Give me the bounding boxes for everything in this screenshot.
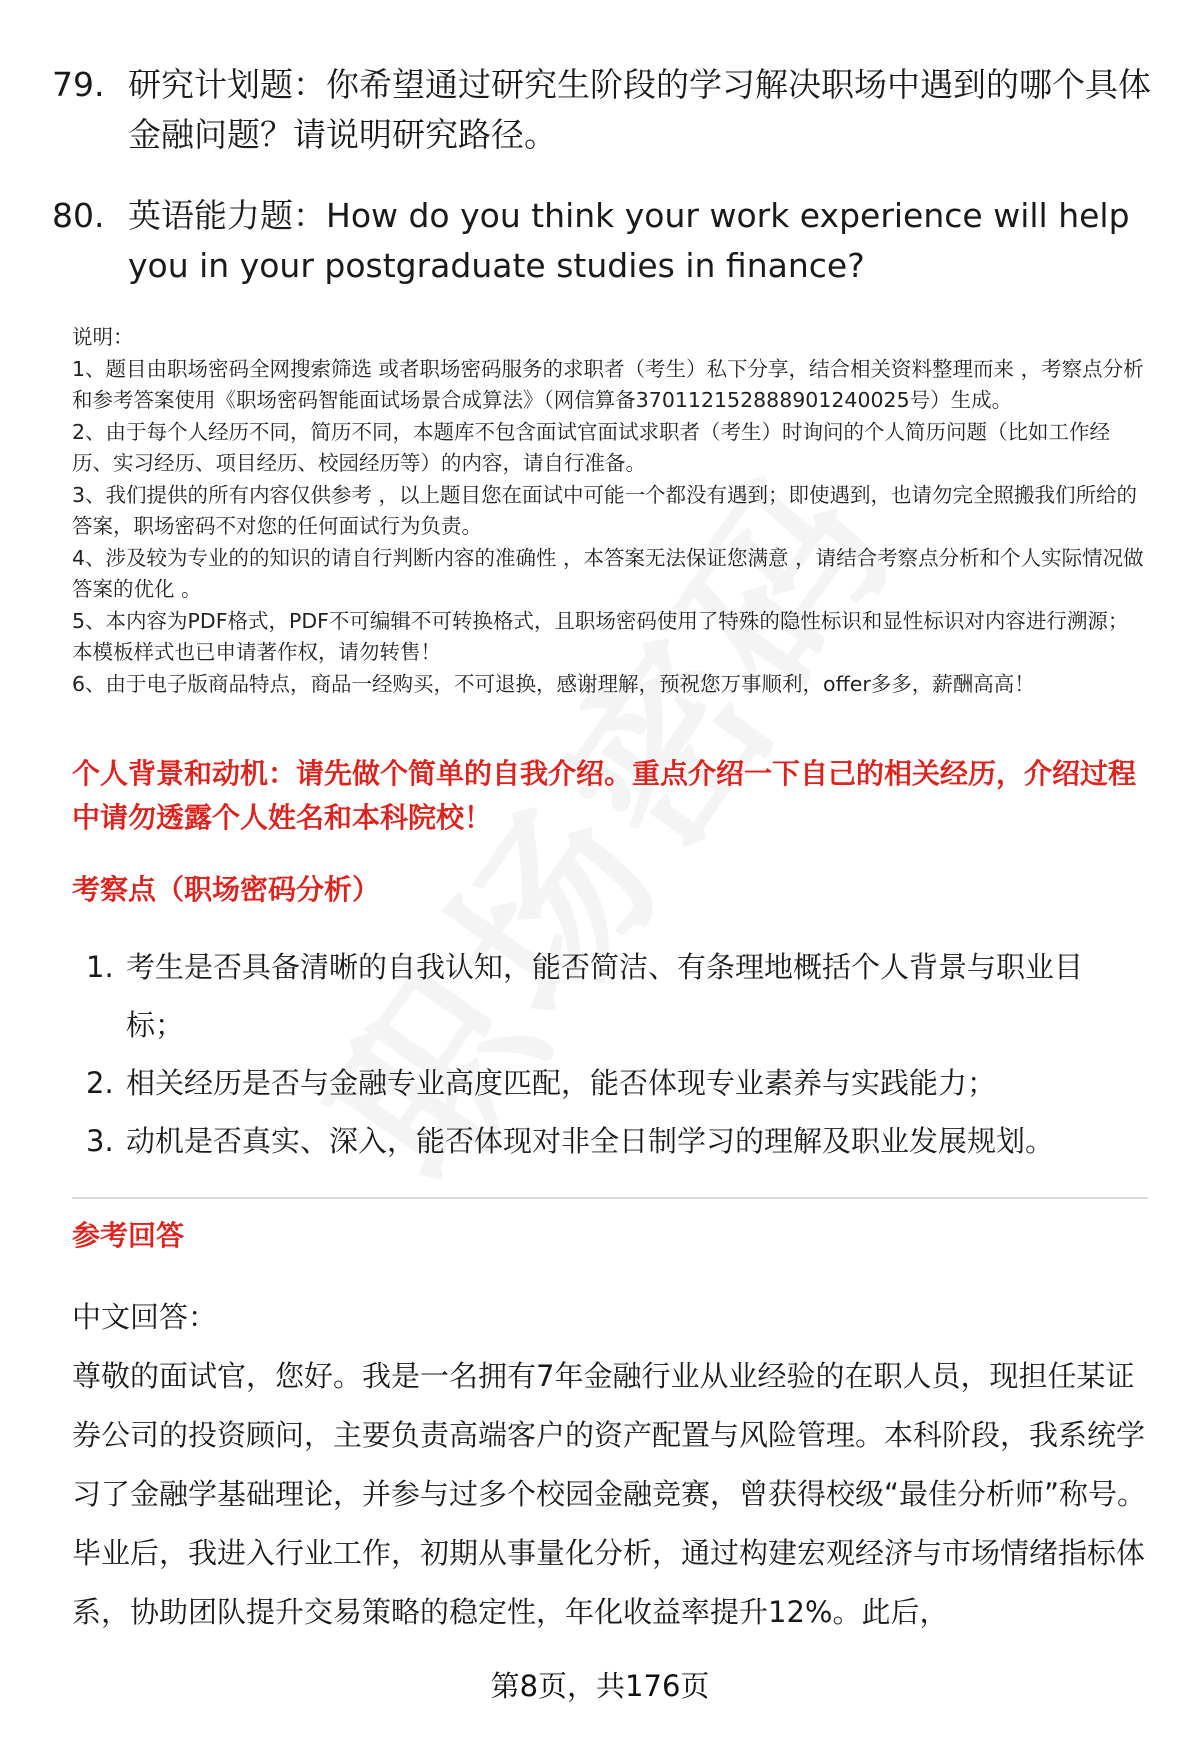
list-item-number: 1. bbox=[86, 950, 114, 984]
question-text: 英语能力题：How do you think your work experience will help you in your postgraduate studies in finance? bbox=[128, 196, 1130, 285]
list-item bbox=[72, 1054, 1132, 1112]
page-number: 第8页，共176页 bbox=[490, 1669, 710, 1703]
note-item: 6、由于电子版商品特点，商品一经购买，不可退换，感谢理解，预祝您万事顺利，offer多多，薪酬高高！ bbox=[72, 671, 1035, 696]
note-item: 2、由于每个人经历不同，简历不同，本题库不包含面试官面试求职者（考生）时询问的个人简历问题（比如工作经历、实习经历、项目经历、校园经历等）的内容，请自行准备。 bbox=[72, 419, 1111, 475]
list-item-number: 2. bbox=[86, 1066, 114, 1100]
question-79 bbox=[52, 60, 1152, 160]
list-item bbox=[72, 938, 1132, 1054]
section-question-title: 个人背景和动机：请先做个简单的自我介绍。重点介绍一下自己的相关经历，介绍过程中请勿透露个人姓名和本科院校！ bbox=[72, 757, 1137, 834]
question-text: 研究计划题：你希望通过研究生阶段的学习解决职场中遇到的哪个具体金融问题？请说明研究路径。 bbox=[128, 65, 1151, 154]
reference-answer-heading: 参考回答 bbox=[72, 1219, 185, 1252]
question-number: 80. bbox=[52, 196, 105, 235]
list-item-text: 动机是否真实、深入，能否体现对非全日制学习的理解及职业发展规划。 bbox=[126, 1124, 1055, 1158]
disclaimer-notes bbox=[72, 322, 1147, 700]
question-80 bbox=[52, 191, 1152, 291]
divider bbox=[72, 1197, 1148, 1199]
note-item: 3、我们提供的所有内容仅供参考 ，以上题目您在面试中可能一个都没有遇到；即使遇到，也请勿完全照搬我们所给的答案，职场密码不对您的任何面试行为负责。 bbox=[72, 482, 1138, 538]
list-item bbox=[72, 1112, 1132, 1170]
question-number: 79. bbox=[52, 65, 105, 104]
reference-answer bbox=[72, 1288, 1148, 1642]
note-item: 1、题目由职场密码全网搜索筛选 或者职场密码服务的求职者（考生）私下分享，结合相关资料整理而来 ，考察点分析和参考答案使用《职场密码智能面试场景合成算法》（网信算备370112152888901240025号）生成。 bbox=[72, 356, 1144, 412]
note-heading: 说明： bbox=[72, 325, 134, 349]
note-item: 5、本内容为PDF格式，PDF不可编辑不可转换格式，且职场密码使用了特殊的隐性标识和显性标识对内容进行溯源；本模板样式也已申请著作权，请勿转售！ bbox=[72, 608, 1129, 664]
answer-text: 尊敬的面试官，您好。我是一名拥有7年金融行业从业经验的在职人员，现担任某证券公司的投资顾问，主要负责高端客户的资产配置与风险管理。本科阶段，我系统学习了金融学基础理论，并参与过多个校园金融竞赛，曾获得校级“最佳分析师”称号。毕业后，我进入行业工作，初期从事量化分析，通过构建宏观经济与市场情绪指标体系，协助团队提升交易策略的稳定性，年化收益率提升12%。此后， bbox=[72, 1359, 1147, 1629]
list-item-number: 3. bbox=[86, 1124, 114, 1158]
points-heading: 考察点（职场密码分析） bbox=[72, 873, 381, 906]
list-item-text: 考生是否具备清晰的自我认知，能否简洁、有条理地概括个人背景与职业目标； bbox=[126, 950, 1084, 1042]
list-item-text: 相关经历是否与金融专业高度匹配，能否体现专业素养与实践能力； bbox=[126, 1066, 997, 1100]
assessment-points-list bbox=[72, 938, 1132, 1170]
note-item: 4、涉及较为专业的的知识的请自行判断内容的准确性 ，本答案无法保证您满意 ，请结合考察点分析和个人实际情况做答案的优化 。 bbox=[72, 545, 1144, 601]
answer-label: 中文回答： bbox=[72, 1300, 218, 1334]
